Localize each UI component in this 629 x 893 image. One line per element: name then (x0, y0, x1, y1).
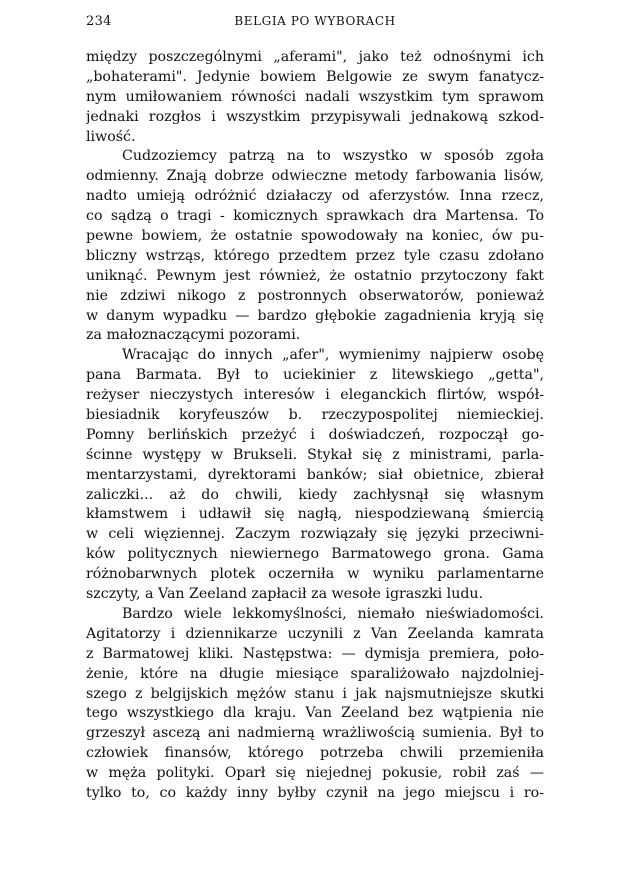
text-line: między poszczególnymi „aferami", jako też odnośnymi ich (86, 49, 544, 65)
text-line: nadto umieją odróżnić działaczy od aferzystów. Inna rzecz, (86, 188, 544, 205)
text-line: Wracając do innych „afer", wymienimy najpierw osobę (122, 347, 544, 364)
text-line: liwość. (86, 128, 136, 145)
text-line: biesiadnik koryfeuszów b. rzeczypospolitej niemieckiej. (86, 407, 544, 424)
text-line: w celi więziennej. Zaczym rozwiązały się języki przeciwni- (86, 526, 544, 543)
text-line: tylko to, co każdy inny byłby czynił na jego miejscu i ro- (86, 784, 544, 801)
text-line: „bohaterami". Jedynie bowiem Belgowie ze swym fanatycz- (86, 68, 544, 85)
text-line: ków politycznych niewiernego Barmatowego grona. Gama (86, 546, 544, 563)
text-line: Pomny berlińskich przeżyć i doświadczeń, rozpoczął go- (86, 426, 544, 443)
running-title: BELGIA PO WYBORACH (234, 14, 396, 28)
text-line: szego z belgijskich mężów stanu i jak najsmutniejsze skutki (86, 685, 544, 702)
text-line: z Barmatowej kliki. Następstwa: — dymisja premiera, poło- (86, 645, 544, 662)
text-line: nie zdziwi nikogo z postronnych obserwatorów, ponieważ (86, 287, 544, 304)
text-line: różnobarwnych plotek oczerniła w wyniku parlamentarne (86, 566, 544, 583)
text-line: Agitatorzy i dziennikarze uczynili z Van Zeelanda kamrata (86, 625, 544, 642)
page-number: 234 (86, 14, 112, 29)
text-line: uniknąć. Pewnym jest również, że ostatnio przytoczony fakt (86, 267, 544, 284)
text-line: bliczny wstrząs, którego przedtem przez tyle czasu zdołano (86, 247, 544, 264)
text-line: w męża polityki. Oparł się niejednej pokusie, robił zaś — (86, 765, 544, 782)
text-line: reżyser nieczystych interesów i eleganckich flirtów, współ- (86, 387, 544, 404)
page-header (86, 14, 544, 36)
text-line: ścinne występy w Brukseli. Stykał się z ministrami, parla- (86, 446, 544, 463)
text-line: odmienny. Znają dobrze odwieczne metody farbowania lisów, (86, 168, 544, 185)
text-line: Cudzoziemcy patrzą na to wszystko w sposób zgoła (122, 148, 544, 165)
text-line: grzeszył ascezą ani nadmierną wrażliwością sumienia. Był to (86, 725, 544, 742)
text-line: pana Barmata. Był to uciekinier z litewskiego „getta", (86, 367, 544, 384)
text-line: w danym wypadku — bardzo głębokie zagadnienia kryją się (86, 307, 544, 324)
text-line: zaliczki... aż do chwili, kiedy zachłysnął się własnym (86, 486, 544, 503)
text-line: za małoznaczącymi pozorami. (86, 327, 301, 344)
text-line: szczyty, a Van Zeeland zapłacił za wesołe igraszki ludu. (86, 586, 484, 603)
text-line: co sądzą o tragi - komicznych sprawkach dra Martensa. To (86, 208, 544, 225)
text-line: nym umiłowaniem równości nadali wszystkim tym sprawom (86, 88, 544, 105)
text-line: pewne bowiem, że ostatnie spowodowały na koniec, ów pu- (86, 228, 544, 245)
text-line: jednaki rozgłos i wszystkim przypisywali jednakową szkod- (86, 108, 544, 125)
text-line: człowiek finansów, którego potrzeba chwili przemieniła (86, 745, 544, 762)
text-line: Bardzo wiele lekkomyślności, niemało nieświadomości. (122, 605, 544, 622)
text-line: żenie, które na długie miesiące sparaliżowało najzdolniej- (86, 665, 544, 682)
body-text (86, 48, 544, 878)
text-line: kłamstwem i udławił się nagłą, niespodziewaną śmiercią (86, 506, 544, 523)
text-line: mentarzystami, dyrektorami banków; siał obietnice, zbierał (86, 466, 544, 483)
text-line: tego wszystkiego dla kraju. Van Zeeland bez wątpienia nie (86, 705, 544, 722)
